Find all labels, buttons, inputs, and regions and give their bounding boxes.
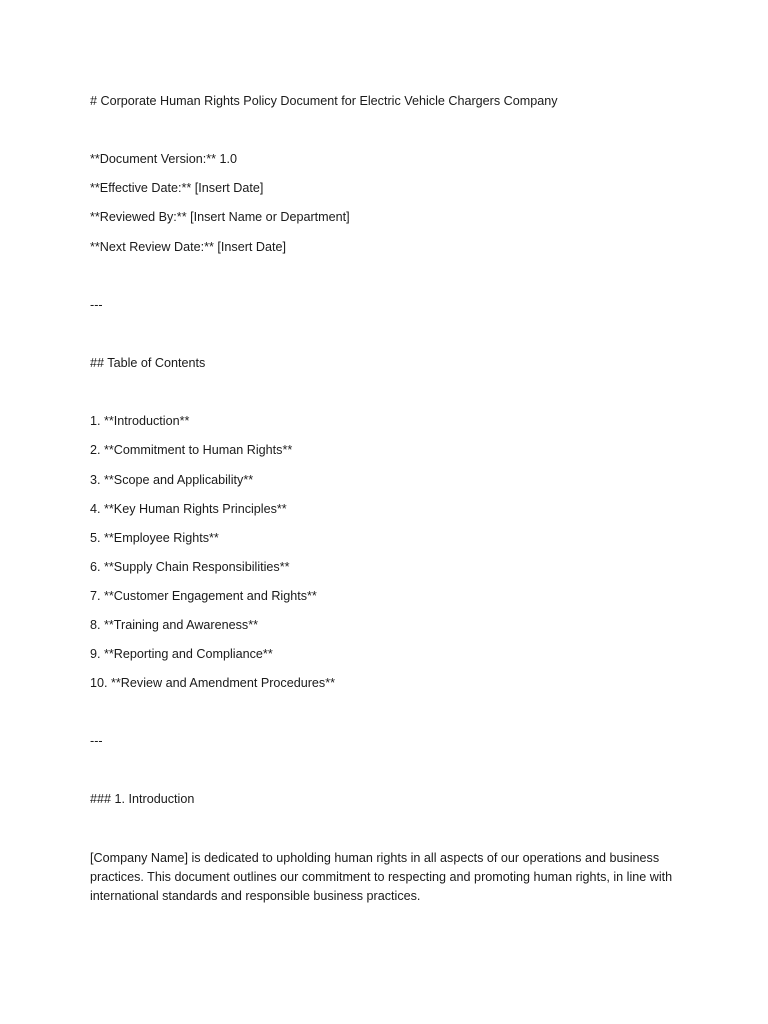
next-review-date: **Next Review Date:** [Insert Date] [90,240,286,254]
toc-item: 1. **Introduction** [90,414,190,428]
reviewed-by: **Reviewed By:** [Insert Name or Department] [90,210,350,224]
effective-date: **Effective Date:** [Insert Date] [90,181,264,195]
toc-item: 8. **Training and Awareness** [90,618,259,632]
toc-item: 4. **Key Human Rights Principles** [90,502,287,516]
separator: --- [90,298,103,312]
toc-item: 3. **Scope and Applicability** [90,473,254,487]
toc-item: 6. **Supply Chain Responsibilities** [90,560,290,574]
toc-item: 2. **Commitment to Human Rights** [90,443,293,457]
toc-heading: ## Table of Contents [90,356,206,370]
toc-item: 7. **Customer Engagement and Rights** [90,589,317,603]
section-paragraph: [Company Name] is dedicated to upholding human rights in all aspects of our operations and business practices. This document outlines our commitment to respecting and promoting human rights, in line with international standards and responsible business practices. [90,851,673,903]
document-title: # Corporate Human Rights Policy Document for Electric Vehicle Chargers Company [90,94,558,108]
section-heading: ### 1. Introduction [90,792,195,806]
toc-item: 9. **Reporting and Compliance** [90,647,273,661]
document-version: **Document Version:** 1.0 [90,152,238,166]
toc-item: 5. **Employee Rights** [90,531,219,545]
toc-item: 10. **Review and Amendment Procedures** [90,676,336,690]
separator: --- [90,734,103,748]
